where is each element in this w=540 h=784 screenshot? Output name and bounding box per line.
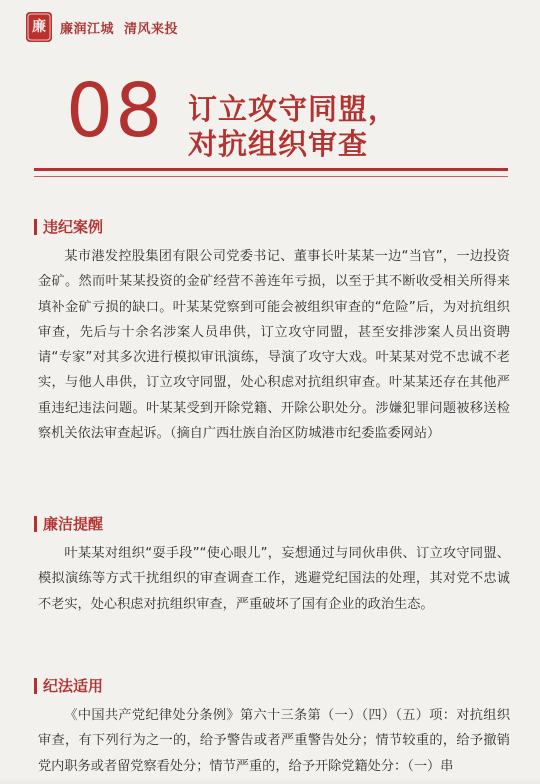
title-divider-thin	[34, 176, 508, 177]
seal-text: 廉	[32, 18, 46, 35]
section-marker	[34, 219, 37, 235]
section-body-law: 《中国共产党纪律处分条例》第六十三条第（一）（四）（五）项：对抗组织审查，有下列行为之一的，给予警告或者严重警告处分；情节较重的，给予撤销党内职务或者留党察看处分；情节严重的，给予开除党籍处分：（一）串	[38, 708, 510, 774]
section-heading-text: 纪法适用	[43, 677, 104, 695]
section-heading-law	[34, 675, 103, 696]
section-heading-case	[34, 216, 103, 237]
chapter-title	[188, 92, 398, 162]
section-heading-text: 违纪案例	[43, 218, 104, 236]
logo-seal-icon	[26, 12, 52, 42]
chapter-number: 08	[66, 68, 165, 154]
chapter-title-line1: 订立攻守同盟，	[188, 92, 399, 126]
chapter-title-line2: 对抗组织审查	[188, 127, 369, 161]
section-body-case: 某市港发控股集团有限公司党委书记、董事长叶某某一边“当官”，一边投资金矿。然而叶某某投资的金矿经营不善连年亏损，以至于其不断收受相关所得来填补金矿亏损的缺口。叶某某党察到可能会被组织审查的“危险”后，为对抗组织审查，先后与十余名涉案人员串供，订立攻守同盟，甚至安排涉案人员出资聘请“专家”对其多次进行模拟审讯演练，导演了攻守大戏。叶某某对党不忠诚不老实，与他人串供，订立攻守同盟，处心积虑对抗组织审查。叶某某还存在其他严重违纪违法问题。叶某某受到开除党籍、开除公职处分。涉嫌犯罪问题被移送检察机关依法审查起诉。（摘自广西壮族自治区防城港市纪委监委网站）	[38, 249, 510, 442]
page-bottom-edge	[0, 778, 540, 784]
section-heading-reminder	[34, 513, 103, 534]
header-slogan: 廉润江城 清风来投	[60, 21, 179, 37]
section-marker	[34, 516, 37, 532]
title-divider-thick	[34, 168, 508, 171]
section-heading-text: 廉洁提醒	[43, 515, 104, 533]
section-marker	[34, 678, 37, 694]
page-header	[26, 12, 178, 42]
section-body-reminder: 叶某某对组织“耍手段”“使心眼儿”，妄想通过与同伙串供、订立攻守同盟、模拟演练等方式干扰组织的审查调查工作，逃避党纪国法的处理，其对党不忠诚不老实，处心积虑对抗组织审查，严重破坏了国有企业的政治生态。	[38, 546, 510, 612]
